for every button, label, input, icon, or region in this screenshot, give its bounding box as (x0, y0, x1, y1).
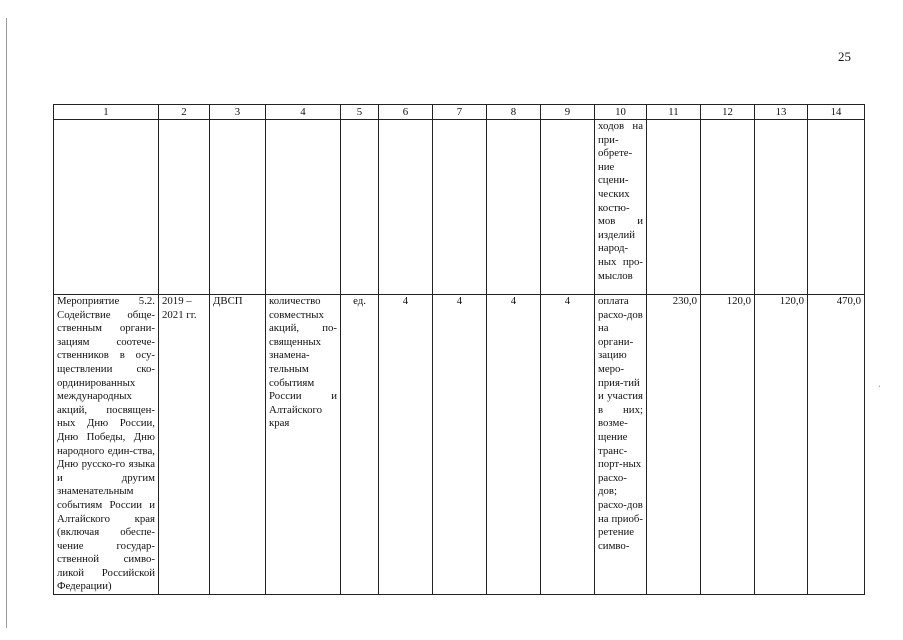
table-cell (266, 120, 341, 295)
scan-speck: ˌ (878, 377, 881, 387)
scan-edge-line (6, 18, 7, 628)
indicator-name: количество совместных акций, по-священных знамена-тельным событиям России и Алтайского края (266, 295, 341, 595)
expense-description: оплата расхо-дов на органи-зацию меро-прия-тий и участия в них; возме-щение транс-порт-ных расхо-дов; расхо-дов на приоб-ретение симво- (595, 295, 647, 595)
value-cell: 4 (487, 295, 541, 595)
table-cell (159, 120, 210, 295)
header-cell: 12 (701, 105, 755, 120)
header-cell: 4 (266, 105, 341, 120)
event-row (54, 295, 865, 595)
event-title: Мероприятие 5.2. Содействие обще-ственным органи-зациям соотече-ственников в осу-ществлении ско-ординированных международных акций, посвящен-ных Дню России, Дню Победы, Дню народного един-ства, Дню русско-го языка и другим знаменательным событиям России и Алтайского края (включая обеспе-чение государ-ственной симво-ликой Российской Федерации) (54, 295, 159, 595)
unit: ед. (341, 295, 379, 595)
header-cell: 1 (54, 105, 159, 120)
header-cell: 3 (210, 105, 266, 120)
event-period: 2019 – 2021 гг. (159, 295, 210, 595)
header-cell: 10 (595, 105, 647, 120)
value-cell: 4 (379, 295, 433, 595)
table-cell (647, 120, 701, 295)
amount-cell: 470,0 (808, 295, 865, 595)
header-cell: 7 (433, 105, 487, 120)
table-cell (808, 120, 865, 295)
header-row (54, 105, 865, 120)
page-number: 25 (838, 49, 851, 64)
header-cell: 14 (808, 105, 865, 120)
table-cell (341, 120, 379, 295)
header-cell: 8 (487, 105, 541, 120)
header-cell: 13 (755, 105, 808, 120)
table-cell (210, 120, 266, 295)
continuation-row (54, 120, 865, 295)
program-table (53, 104, 865, 595)
header-cell: 2 (159, 105, 210, 120)
header-cell: 6 (379, 105, 433, 120)
header-cell: 9 (541, 105, 595, 120)
value-cell: 4 (541, 295, 595, 595)
responsible-executor: ДВСП (210, 295, 266, 595)
table-cell (54, 120, 159, 295)
amount-cell: 230,0 (647, 295, 701, 595)
header-cell: 5 (341, 105, 379, 120)
table-cell (487, 120, 541, 295)
table-cell (379, 120, 433, 295)
table-cell (433, 120, 487, 295)
table-cell (541, 120, 595, 295)
table-cell (701, 120, 755, 295)
header-cell: 11 (647, 105, 701, 120)
expense-description-continued: ходов на при-обрете-ние сцени-ческих костю-мов и изделий народ-ных про-мыслов (595, 120, 647, 295)
value-cell: 4 (433, 295, 487, 595)
amount-cell: 120,0 (701, 295, 755, 595)
amount-cell: 120,0 (755, 295, 808, 595)
table-cell (755, 120, 808, 295)
